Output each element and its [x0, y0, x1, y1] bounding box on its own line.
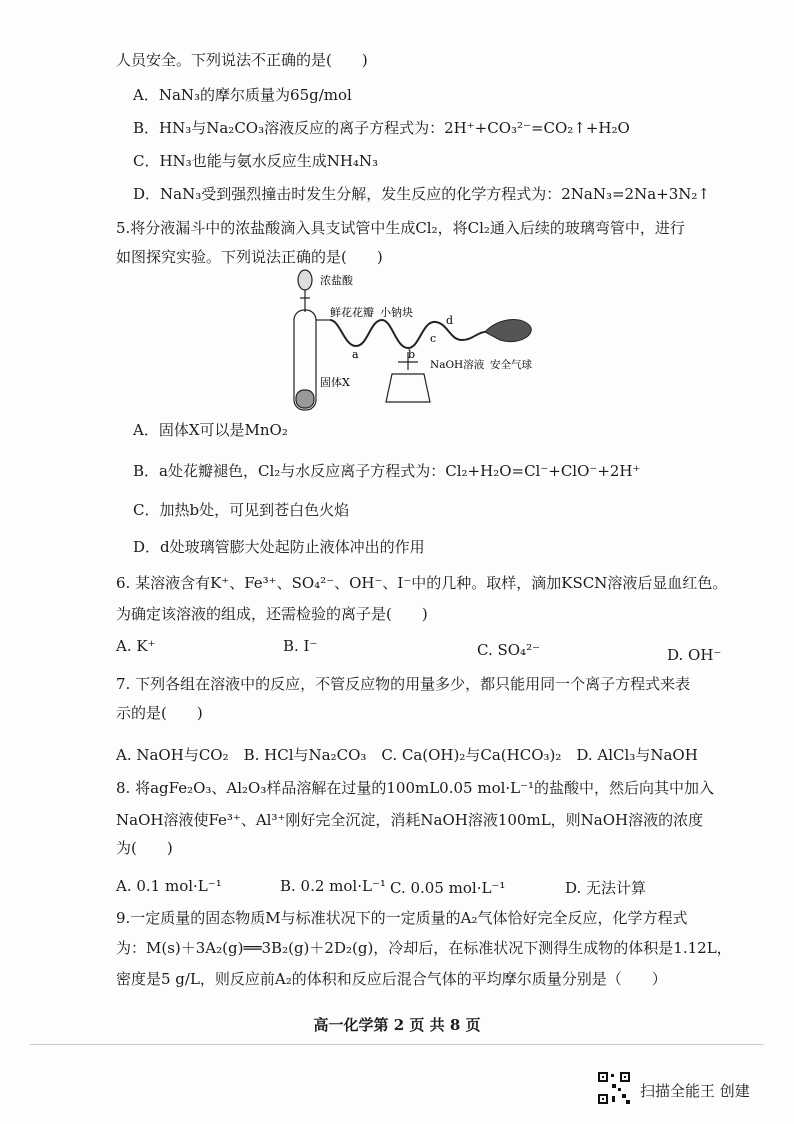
label-petal: 鲜花花瓣 [330, 306, 374, 319]
label-solid-x: 固体X [320, 376, 350, 389]
text-line: C．HN₃也能与氨水反应生成NH₄N₃ [133, 152, 379, 170]
label-conc-hcl: 浓盐酸 [320, 274, 353, 287]
test-tube [294, 310, 330, 410]
text-line: C. SO₄²⁻ [477, 641, 540, 659]
label-balloon: 安全气球 [490, 359, 532, 371]
text-line: 为确定该溶液的组成，还需检验的离子是( ) [116, 605, 428, 623]
text-line: 为( ) [116, 839, 173, 857]
text-line: D．d处玻璃管膨大处起防止液体冲出的作用 [133, 538, 425, 556]
qr-code-icon [596, 1070, 632, 1106]
text-line: A．固体X可以是MnO₂ [133, 421, 288, 439]
label-a: a [352, 348, 359, 361]
apparatus-figure [280, 262, 550, 420]
safety-balloon [485, 319, 531, 341]
text-line: C．加热b处，可见到苍白色火焰 [133, 501, 350, 519]
text-line: A．NaN₃的摩尔质量为65g/mol [133, 86, 352, 104]
text-line: B．a处花瓣褪色，Cl₂与水反应离子方程式为：Cl₂+H₂O=Cl⁻+ClO⁻+2H⁺ [133, 462, 641, 480]
text-line: B. I⁻ [283, 637, 318, 655]
text-line: B．HN₃与Na₂CO₃溶液反应的离子方程式为：2H⁺+CO₃²⁻=CO₂↑+H₂O [133, 119, 630, 137]
text-line: 人员安全。下列说法不正确的是( ) [116, 51, 368, 69]
text-line: 密度是5 g/L，则反应前A₂的体积和反应后混合气体的平均摩尔质量分别是（ ） [116, 970, 667, 988]
glass-bend-tube [330, 320, 490, 348]
text-line: 为：M(s)＋3A₂(g)══3B₂(g)＋2D₂(g)，冷却后，在标准状况下测得生成物的体积是1.12L， [116, 939, 732, 957]
text-line: 如图探究实验。下列说法正确的是( ) [116, 248, 383, 266]
label-sodium: 小钠块 [380, 306, 413, 319]
label-naoh: NaOH溶液 [430, 359, 485, 371]
text-line: NaOH溶液使Fe³⁺、Al³⁺刚好完全沉淀，消耗NaOH溶液100mL，则NaOH溶液的浓度 [116, 811, 704, 829]
text-line: D. OH⁻ [667, 646, 722, 664]
text-line: 5.将分液漏斗中的浓盐酸滴入具支试管中生成Cl₂，将Cl₂通入后续的玻璃弯管中，进行 [116, 219, 685, 237]
text-line: C. 0.05 mol·L⁻¹ [390, 879, 506, 897]
label-c: c [430, 332, 437, 345]
page-footer: 高一化学第 2 页 共 8 页 [313, 1016, 481, 1034]
text-line: 8. 将agFe₂O₃、Al₂O₃样品溶解在过量的100mL0.05 mol·L⁻¹的盐酸中，然后向其中加入 [116, 779, 715, 797]
text-line: B. 0.2 mol·L⁻¹ [280, 877, 386, 895]
separatory-funnel [298, 270, 312, 312]
scanner-watermark: 扫描全能王 创建 [640, 1082, 750, 1100]
label-b: b [408, 348, 416, 361]
text-line: D．NaN₃受到强烈撞击时发生分解，发生反应的化学方程式为：2NaN₃=2Na+3N₂↑ [133, 185, 710, 203]
label-d: d [446, 314, 454, 327]
text-line: 9.一定质量的固态物质M与标准状况下的一定质量的A₂气体恰好完全反应，化学方程式 [116, 909, 688, 927]
text-line: 6. 某溶液含有K⁺、Fe³⁺、SO₄²⁻、OH⁻、I⁻中的几种。取样，滴加KSCN溶液后显血红色。 [116, 574, 728, 592]
footer-divider [30, 1044, 764, 1045]
text-line: 示的是( ) [116, 704, 203, 722]
text-line: D. 无法计算 [565, 879, 647, 897]
text-line: A. K⁺ [116, 637, 156, 655]
text-line: A. 0.1 mol·L⁻¹ [116, 877, 222, 895]
text-line: 7. 下列各组在溶液中的反应，不管反应物的用量多少，都只能用同一个离子方程式来表 [116, 675, 691, 693]
text-line: A. NaOH与CO₂ B. HCl与Na₂CO₃ C. Ca(OH)₂与Ca(HCO₃)₂ D. AlCl₃与NaOH [116, 746, 698, 764]
